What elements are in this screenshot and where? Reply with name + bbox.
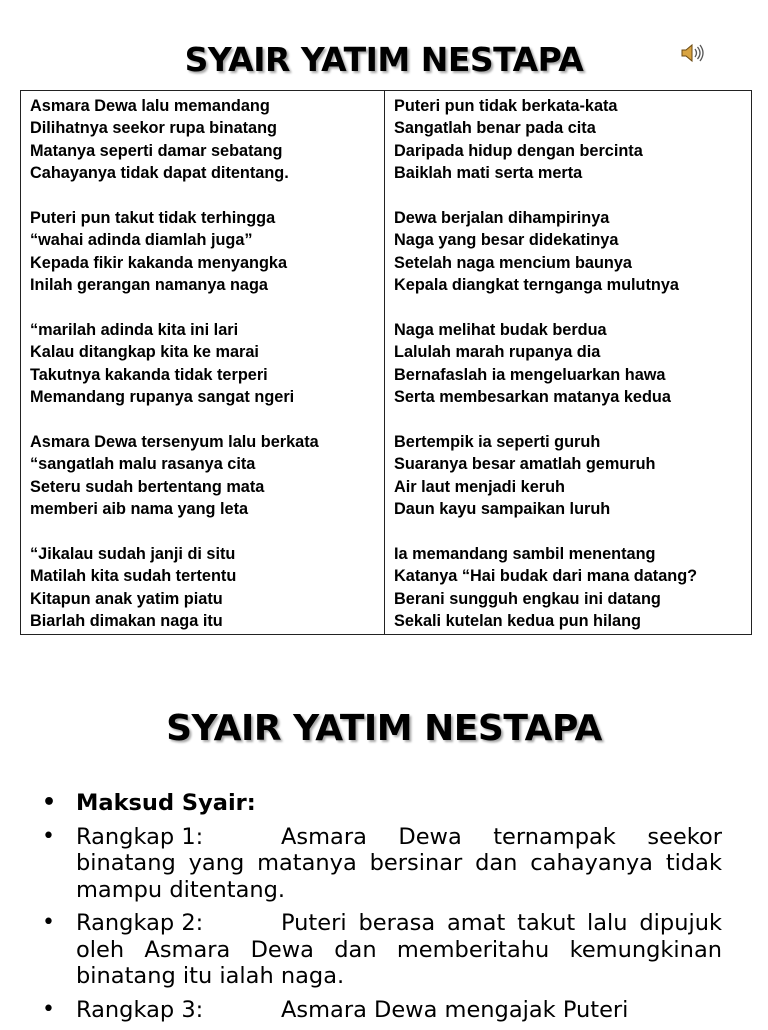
stanza-label: Rangkap 3:: [76, 996, 204, 1023]
speaker-icon[interactable]: [680, 42, 704, 64]
poem-line: Asmara Dewa lalu memandang: [30, 97, 270, 115]
poem-line: Setelah naga mencium baunya: [394, 253, 632, 272]
poem-line: Air laut menjadi keruh: [394, 477, 565, 496]
poem-line: Serta membesarkan matanya kedua: [394, 388, 671, 407]
poem-line: Ia memandang sambil menentang: [394, 545, 656, 564]
poem-line: Lalulah marah rupanya dia: [394, 343, 601, 362]
poem-line: Naga melihat budak berdua: [394, 321, 607, 340]
poem-line: “sangatlah malu rasanya cita: [30, 455, 256, 474]
bullet-icon: •: [42, 823, 55, 849]
bullet-icon: •: [42, 790, 57, 815]
stanza-label: Rangkap 1:: [76, 823, 204, 850]
bullet-icon: •: [42, 996, 55, 1022]
stanza: [30, 319, 384, 409]
poem-line: Kepada fikir kakanda menyangka: [30, 253, 287, 272]
poem-line: “Jikalau sudah janji di situ: [30, 545, 236, 564]
stanza: [30, 95, 384, 185]
list-item: [40, 824, 722, 904]
poem-line: Baiklah mati serta merta: [394, 164, 583, 183]
poem-line: Puteri pun takut tidak terhingga: [30, 209, 276, 228]
poem-line: Kalau ditangkap kita ke marai: [30, 343, 259, 362]
poem-line: Inilah gerangan namanya naga: [30, 276, 268, 295]
poem-line: Daun kayu sampaikan luruh: [394, 500, 611, 519]
heading-text: Maksud Syair:: [76, 790, 256, 816]
poem-line: Katanya “Hai budak dari mana datang?: [394, 567, 698, 586]
stanza: [30, 543, 384, 633]
section-title: SYAIR YATIM NESTAPA: [166, 708, 602, 749]
poem-line: Dilihatnya seekor rupa binatang: [30, 119, 277, 138]
poem-line: Cahayanya tidak dapat ditentang.: [30, 164, 289, 183]
poem-line: Matilah kita sudah tertentu: [30, 567, 237, 586]
stanza: [394, 319, 751, 409]
stanza-meaning: Asmara Dewa mengajak Puteri: [281, 996, 629, 1023]
stanza: [30, 431, 384, 521]
stanza: [394, 543, 751, 633]
poem-line: “marilah adinda kita ini lari: [30, 321, 239, 340]
stanza-meaning: Asmara Dewa ternampak seekor binatang yang matanya bersinar dan cahayanya tidak mampu ditentang.: [76, 823, 722, 903]
poem-table: [20, 90, 752, 635]
poem-line: “wahai adinda diamlah juga”: [30, 231, 253, 250]
poem-line: Naga yang besar didekatinya: [394, 231, 619, 250]
poem-line: Sangatlah benar pada cita: [394, 119, 596, 138]
stanza: [30, 207, 384, 297]
poem-line: Takutnya kakanda tidak terperi: [30, 365, 268, 384]
stanza: [394, 207, 751, 297]
poem-line: Suaranya besar amatlah gemuruh: [394, 455, 656, 474]
list-item: [40, 910, 722, 990]
list-heading: [40, 790, 722, 817]
poem-line: Seteru sudah bertentang mata: [30, 477, 265, 496]
poem-line: Bertempik ia seperti guruh: [394, 433, 601, 452]
poem-line: Biarlah dimakan naga itu: [30, 612, 223, 631]
poem-line: Puteri pun tidak berkata-kata: [394, 97, 618, 115]
page-title: SYAIR YATIM NESTAPA: [184, 40, 584, 79]
poem-line: Dewa berjalan dihampirinya: [394, 209, 610, 228]
stanza-meaning: Puteri berasa amat takut lalu dipujuk oleh Asmara Dewa dan memberitahu kemungkinan binatang itu ialah naga.: [76, 910, 722, 989]
list-item: [40, 997, 722, 1024]
poem-line: Matanya seperti damar sebatang: [30, 141, 283, 160]
stanza: [394, 431, 751, 521]
poem-line: Asmara Dewa tersenyum lalu berkata: [30, 433, 319, 452]
poem-line: Kitapun anak yatim piatu: [30, 589, 223, 608]
poem-line: Daripada hidup dengan bercinta: [394, 141, 643, 160]
stanza: [394, 95, 751, 185]
poem-line: Bernafaslah ia mengeluarkan hawa: [394, 365, 666, 384]
poem-column-right: [385, 91, 751, 634]
poem-line: Kepala diangkat ternganga mulutnya: [394, 276, 679, 295]
poem-line: Berani sungguh engkau ini datang: [394, 589, 661, 608]
poem-column-left: [21, 91, 385, 634]
poem-line: Sekali kutelan kedua pun hilang: [394, 612, 641, 631]
bullet-icon: •: [42, 910, 55, 935]
poem-line: Memandang rupanya sangat ngeri: [30, 388, 295, 407]
stanza-label: Rangkap 2:: [76, 910, 204, 936]
poem-line: memberi aib nama yang leta: [30, 500, 249, 519]
explanation-list: [40, 790, 722, 1030]
